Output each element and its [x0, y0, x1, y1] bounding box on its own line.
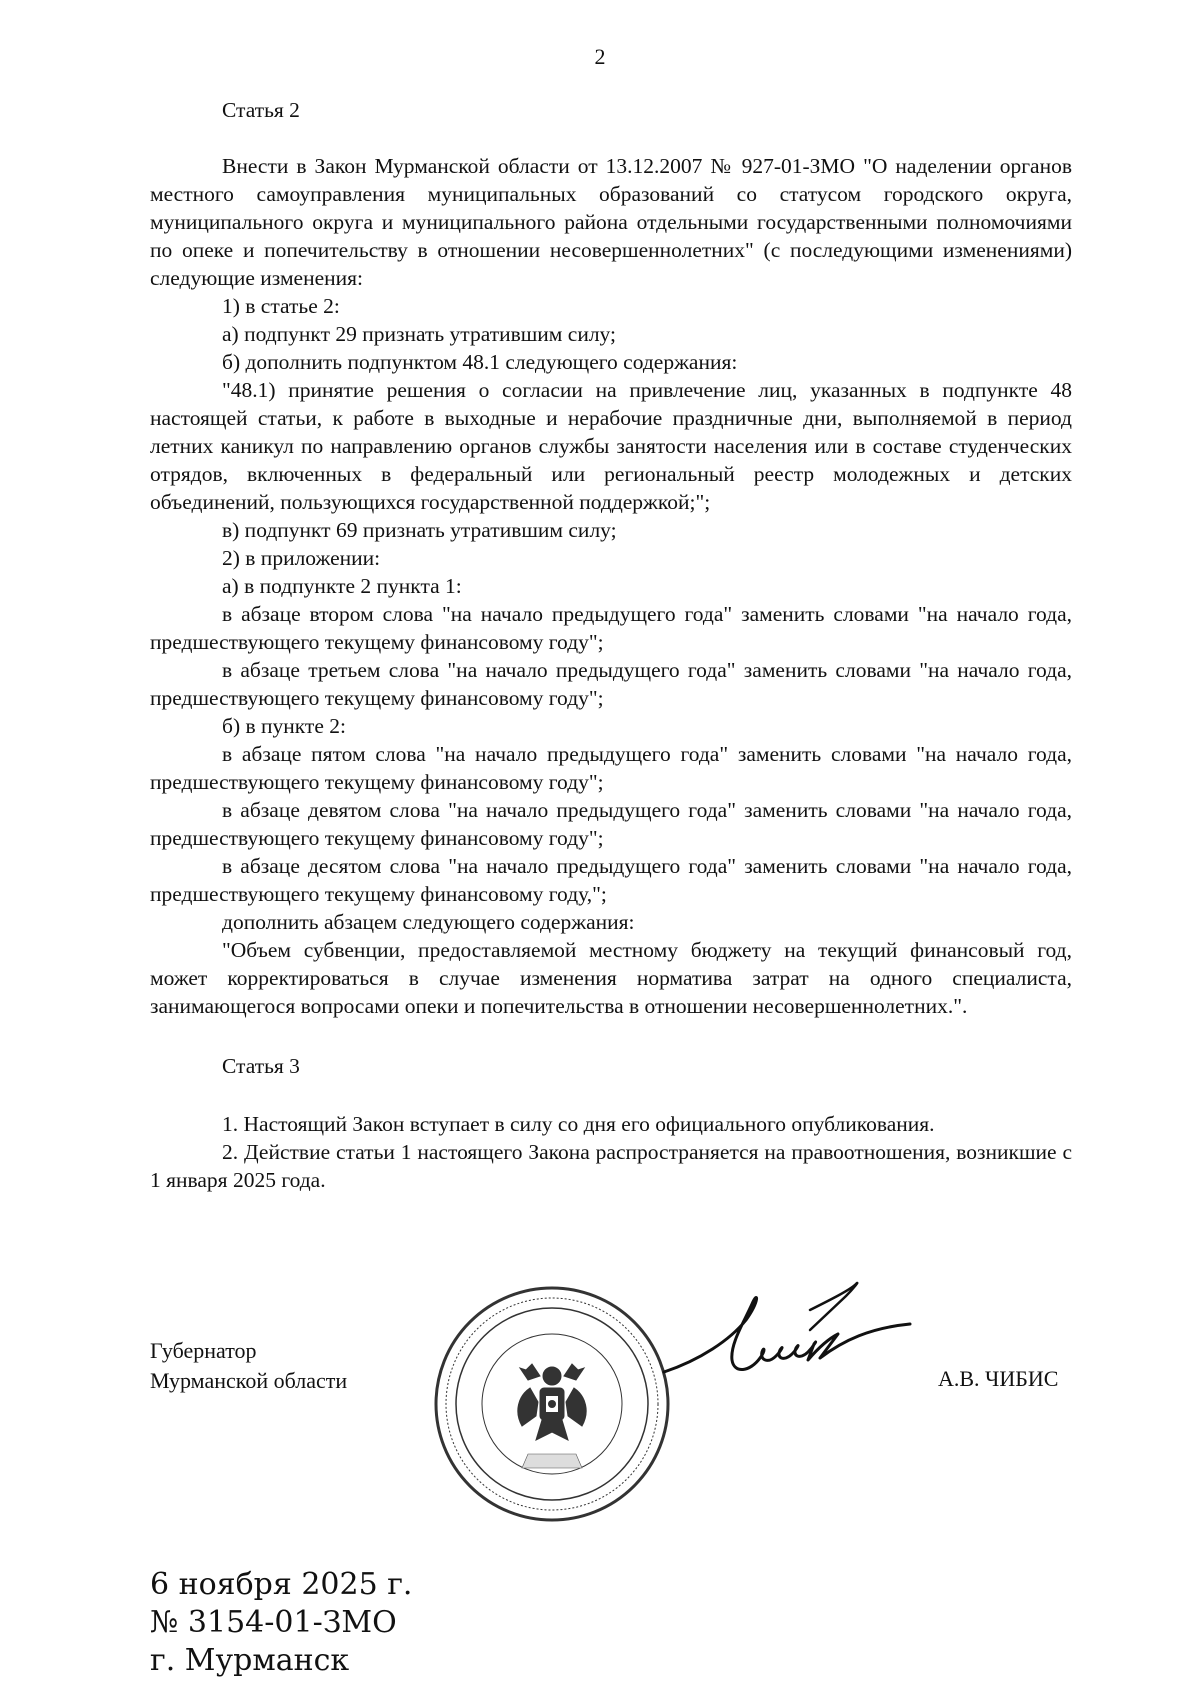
official-seal-stamp — [432, 1284, 672, 1524]
article-2-paragraph: в абзаце пятом слова "на начало предыдущего года" заменить словами "на начало года, предшествующего текущему финансовому году"; — [150, 742, 1072, 794]
article-2-paragraph: 2) в приложении: — [222, 546, 381, 570]
article-2-paragraph: а) подпункт 29 признать утратившим силу; — [222, 322, 617, 346]
article-2-paragraph: Внести в Закон Мурманской области от 13.12.2007 № 927-01-ЗМО "О наделении органов местного самоуправления муниципальных образований со статусом городского округа, муниципального округа и муниципального района отдельными государственными полномочиями по опеке и попечительству в отношении несовершеннолетних" (с последующими изменениями) следующие изменения: — [150, 154, 1072, 290]
article-2-paragraph: 1) в статье 2: — [222, 294, 340, 318]
document-body — [150, 96, 1072, 1194]
signatory-position — [150, 1336, 347, 1396]
article-2-paragraph: в) подпункт 69 признать утратившим силу; — [222, 518, 617, 542]
signatory-position-line: Мурманской области — [150, 1368, 348, 1393]
handwritten-signature — [660, 1280, 920, 1430]
article-3-paragraph: 1. Настоящий Закон вступает в силу со дня его официального опубликования. — [222, 1112, 935, 1136]
document-registration — [150, 1566, 412, 1680]
signatory-position-line: Губернатор — [150, 1338, 257, 1363]
page-number: 2 — [594, 44, 606, 69]
article-2-paragraph: "48.1) принятие решения о согласии на привлечение лиц, указанных в подпункте 48 настоящей статьи, к работе в выходные и нерабочие праздничные дни, выполняемой в период летних каникул по направлению органов службы занятости населения или в составе студенческих отрядов, включенных в федеральный или региональный реестр молодежных и детских объединений, пользующихся государственной поддержкой;"; — [150, 378, 1072, 514]
article-2-paragraph: в абзаце втором слова "на начало предыдущего года" заменить словами "на начало года, предшествующего текущему финансовому году"; — [150, 602, 1072, 654]
article-3-paragraph: 2. Действие статьи 1 настоящего Закона распространяется на правоотношения, возникшие с 1 января 2025 года. — [150, 1140, 1072, 1192]
article-2-paragraph: дополнить абзацем следующего содержания: — [222, 910, 635, 934]
article-2-paragraph: а) в подпункте 2 пункта 1: — [222, 574, 462, 598]
article-2-paragraph: "Объем субвенции, предоставляемой местному бюджету на текущий финансовый год, может корректироваться в случае изменения норматива затрат на одного специалиста, занимающегося вопросами опеки и попечительства в отношении несовершеннолетних.". — [150, 938, 1072, 1018]
article-2-paragraph: в абзаце третьем слова "на начало предыдущего года" заменить словами "на начало года, предшествующего текущему финансовому году"; — [150, 658, 1072, 710]
article-2-title: Статья 2 — [222, 98, 300, 122]
signatory-name: А.В. ЧИБИС — [938, 1366, 1059, 1391]
article-2-paragraph: б) дополнить подпунктом 48.1 следующего содержания: — [222, 350, 738, 374]
article-2-paragraph: б) в пункте 2: — [222, 714, 346, 738]
registration-date: 6 ноября 2025 г. — [150, 1567, 413, 1602]
article-3-title: Статья 3 — [222, 1054, 300, 1078]
registration-number: № 3154-01-ЗМО — [150, 1605, 397, 1640]
registration-city: г. Мурманск — [150, 1643, 350, 1678]
article-2-paragraph: в абзаце десятом слова "на начало предыдущего года" заменить словами "на начало года, предшествующего текущему финансовому году,"; — [150, 854, 1072, 906]
article-2-paragraph: в абзаце девятом слова "на начало предыдущего года" заменить словами "на начало года, предшествующего текущему финансовому году"; — [150, 798, 1072, 850]
double-headed-eagle-icon — [518, 1364, 586, 1440]
